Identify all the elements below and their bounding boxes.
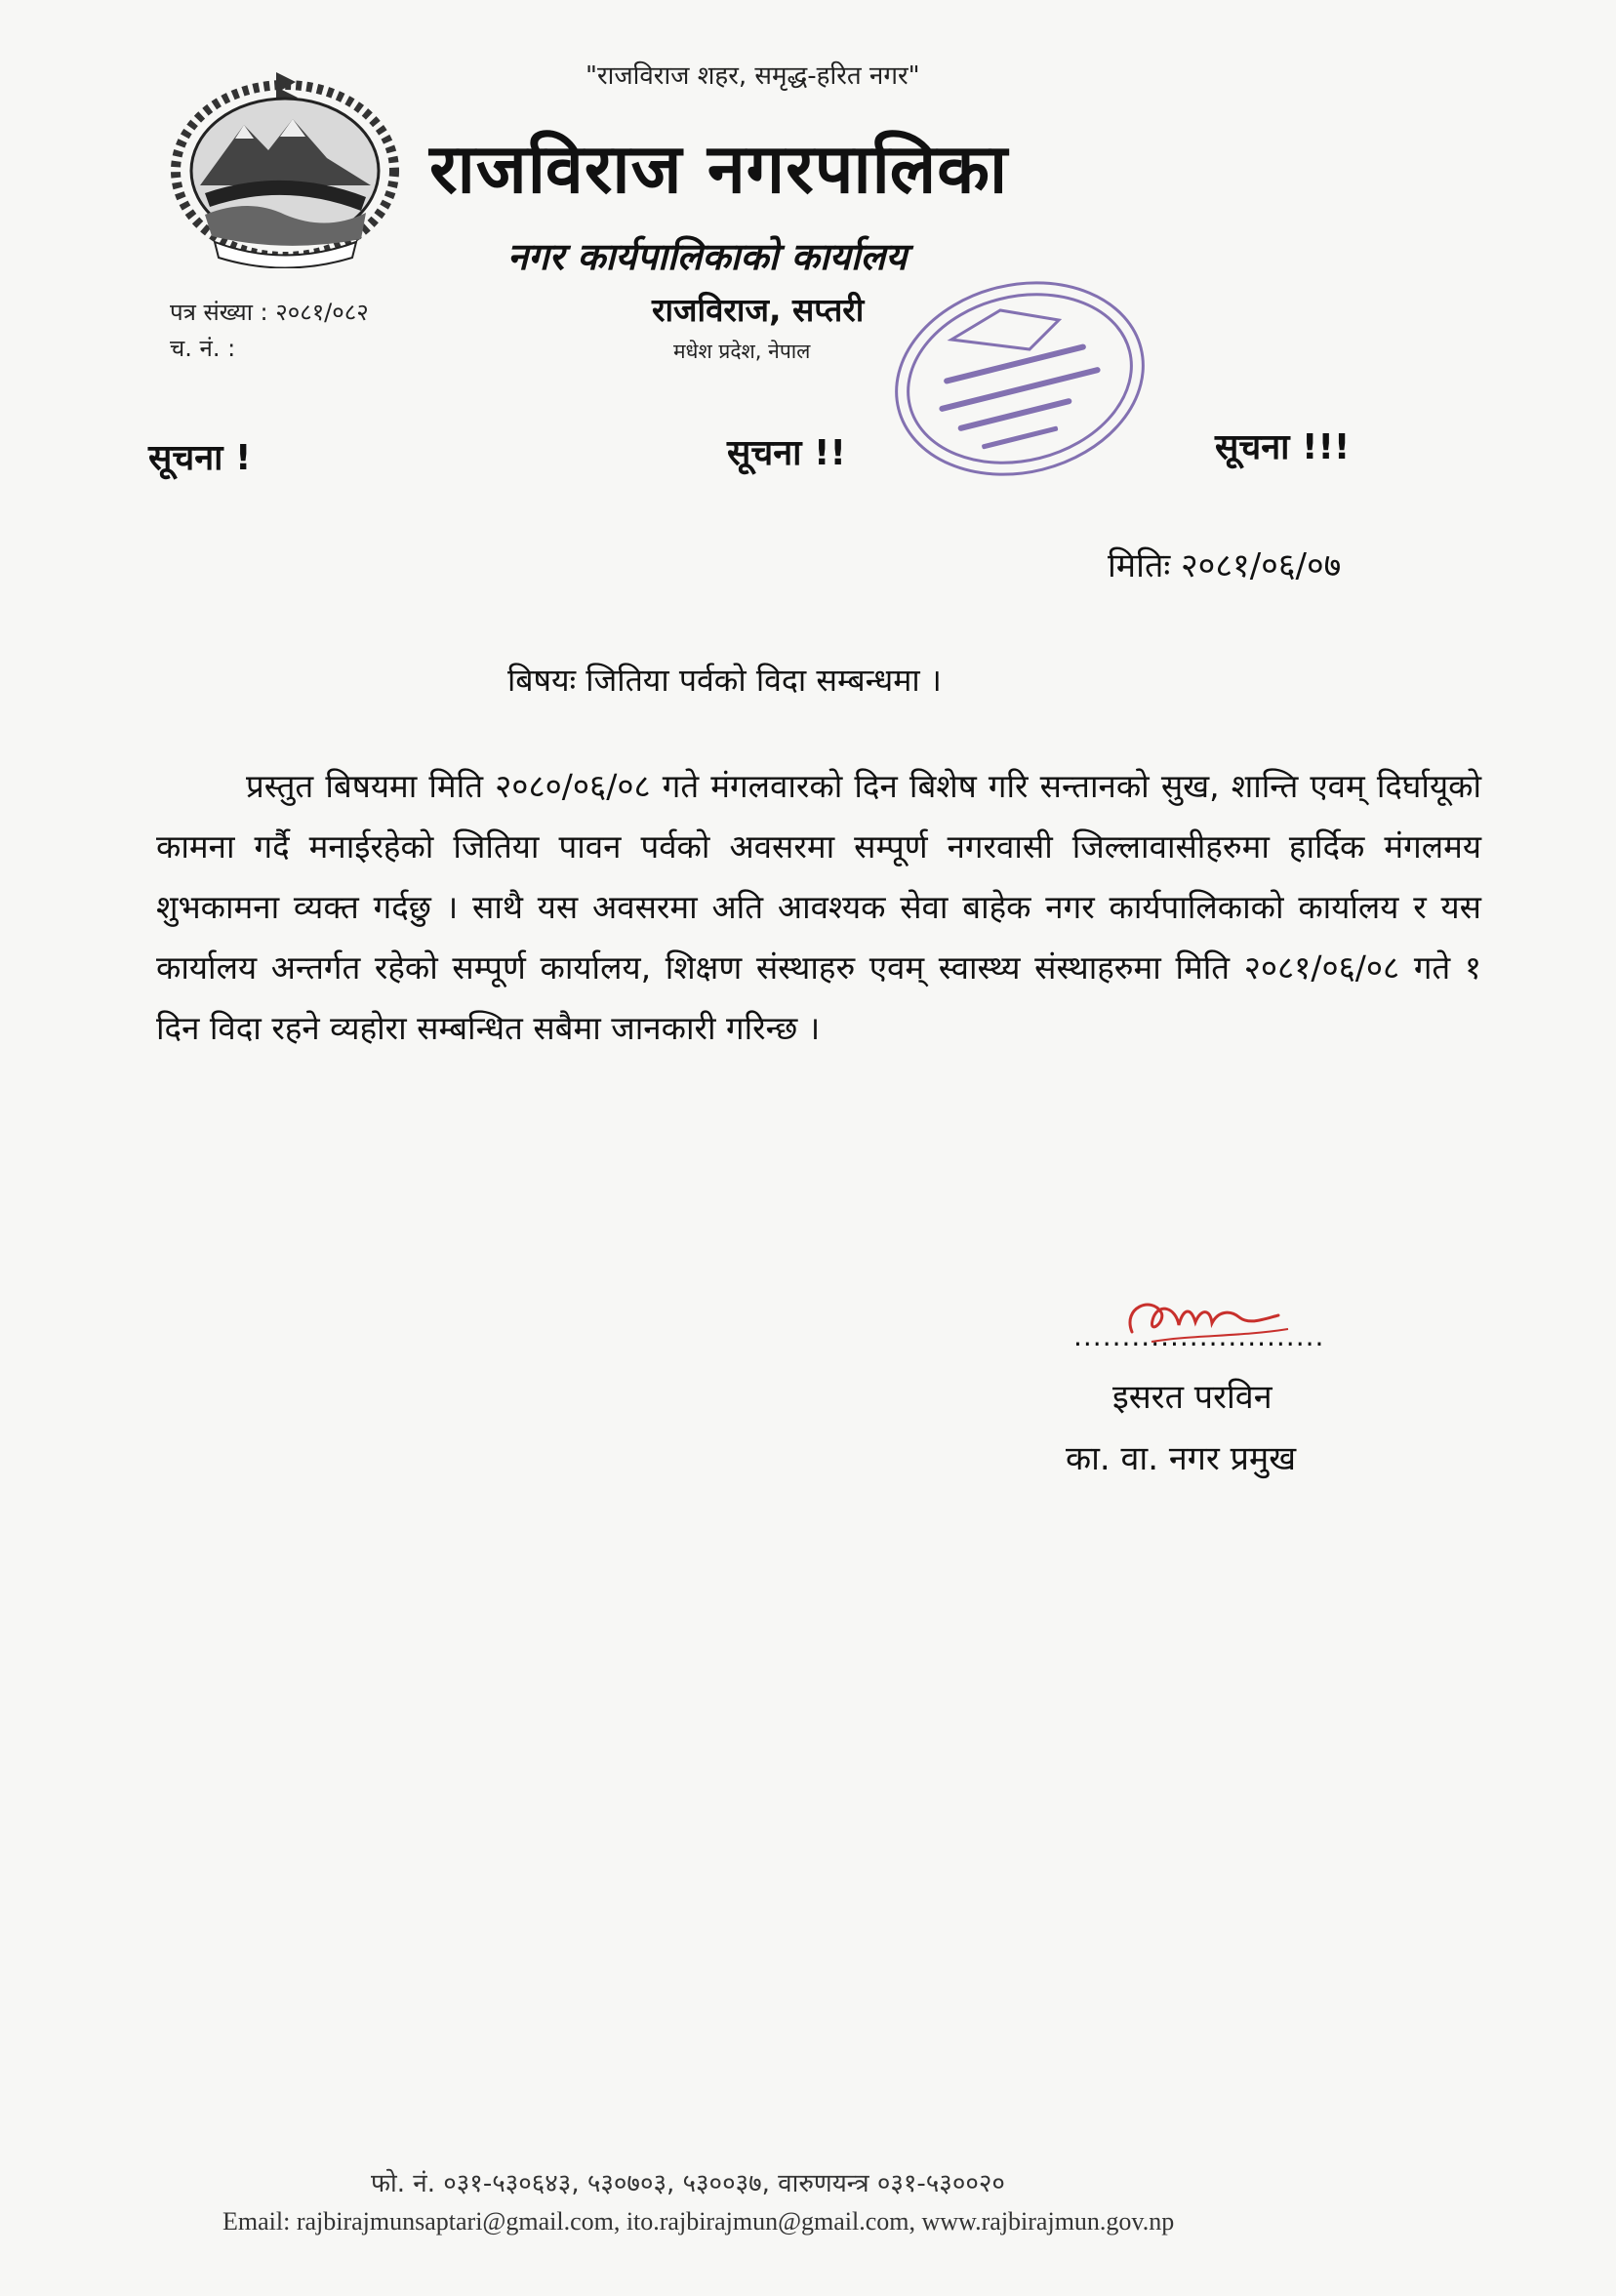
dispatch-number: च. नं. :: [170, 335, 236, 362]
footer-phone-numbers: फो. नं. ०३१-५३०६४३, ५३०७०३, ५३००३७, वारुणयन्त्र ०३१-५३००२०: [371, 2169, 1005, 2198]
office-province: मधेश प्रदेश, नेपाल: [673, 340, 811, 363]
organization-name: राजविराज नगरपालिका: [429, 129, 1009, 209]
signatory-title: का. वा. नगर प्रमुख: [1066, 1439, 1297, 1478]
letter-date: मितिः २०८१/०६/०७: [1108, 546, 1342, 585]
office-place: राजविराज, सप्तरी: [652, 291, 865, 329]
letter-reference-number: पत्र संख्या : २०८१/०८२: [170, 299, 369, 326]
notice-heading-center: सूचना !!: [727, 433, 846, 473]
signatory-name: इसरत परविन: [1112, 1378, 1273, 1417]
letter-body: प्रस्तुत बिषयमा मिति २०८०/०६/०८ गते मंगलवारको दिन बिशेष गरि सन्तानको सुख, शान्ति एवम् दिर्घायूको कामना गर्दै मनाईरहेको जितिया पावन पर्वको अवसरमा सम्पूर्ण नगरवासी जिल्लावासीहरुमा हार्दिक मंगलमय शुभकामना व्यक्त गर्दछु । साथै यस अवसरमा अति आवश्यक सेवा बाहेक नगर कार्यपालिकाको कार्यालय र यस कार्यालय अन्तर्गत रहेको सम्पूर्ण कार्यालय, शिक्षण संस्थाहरु एवम् स्वास्थ्य संस्थाहरुमा मिति २०८१/०६/०८ गते १ दिन विदा रहने व्यहोरा सम्बन्धित सबैमा जानकारी गरिन्छ ।: [156, 767, 1481, 1047]
slogan: "राजविराज शहर, समृद्ध-हरित नगर": [586, 61, 920, 91]
office-seal-stamp: [883, 271, 1156, 486]
signature-line: ..........................: [1073, 1320, 1325, 1352]
letter-subject: बिषयः जितिया पर्वको विदा सम्बन्धमा ।: [507, 662, 942, 699]
office-name: नगर कार्यपालिकाको कार्यालय: [507, 235, 908, 278]
nepal-coat-of-arms-emblem: [161, 68, 410, 268]
notice-heading-left: सूचना !: [148, 438, 252, 478]
footer-email-website: Email: rajbirajmunsaptari@gmail.com, ito.rajbirajmun@gmail.com, www.rajbirajmun.gov.np: [222, 2207, 1175, 2236]
notice-heading-right: सूचना !!!: [1215, 427, 1351, 467]
